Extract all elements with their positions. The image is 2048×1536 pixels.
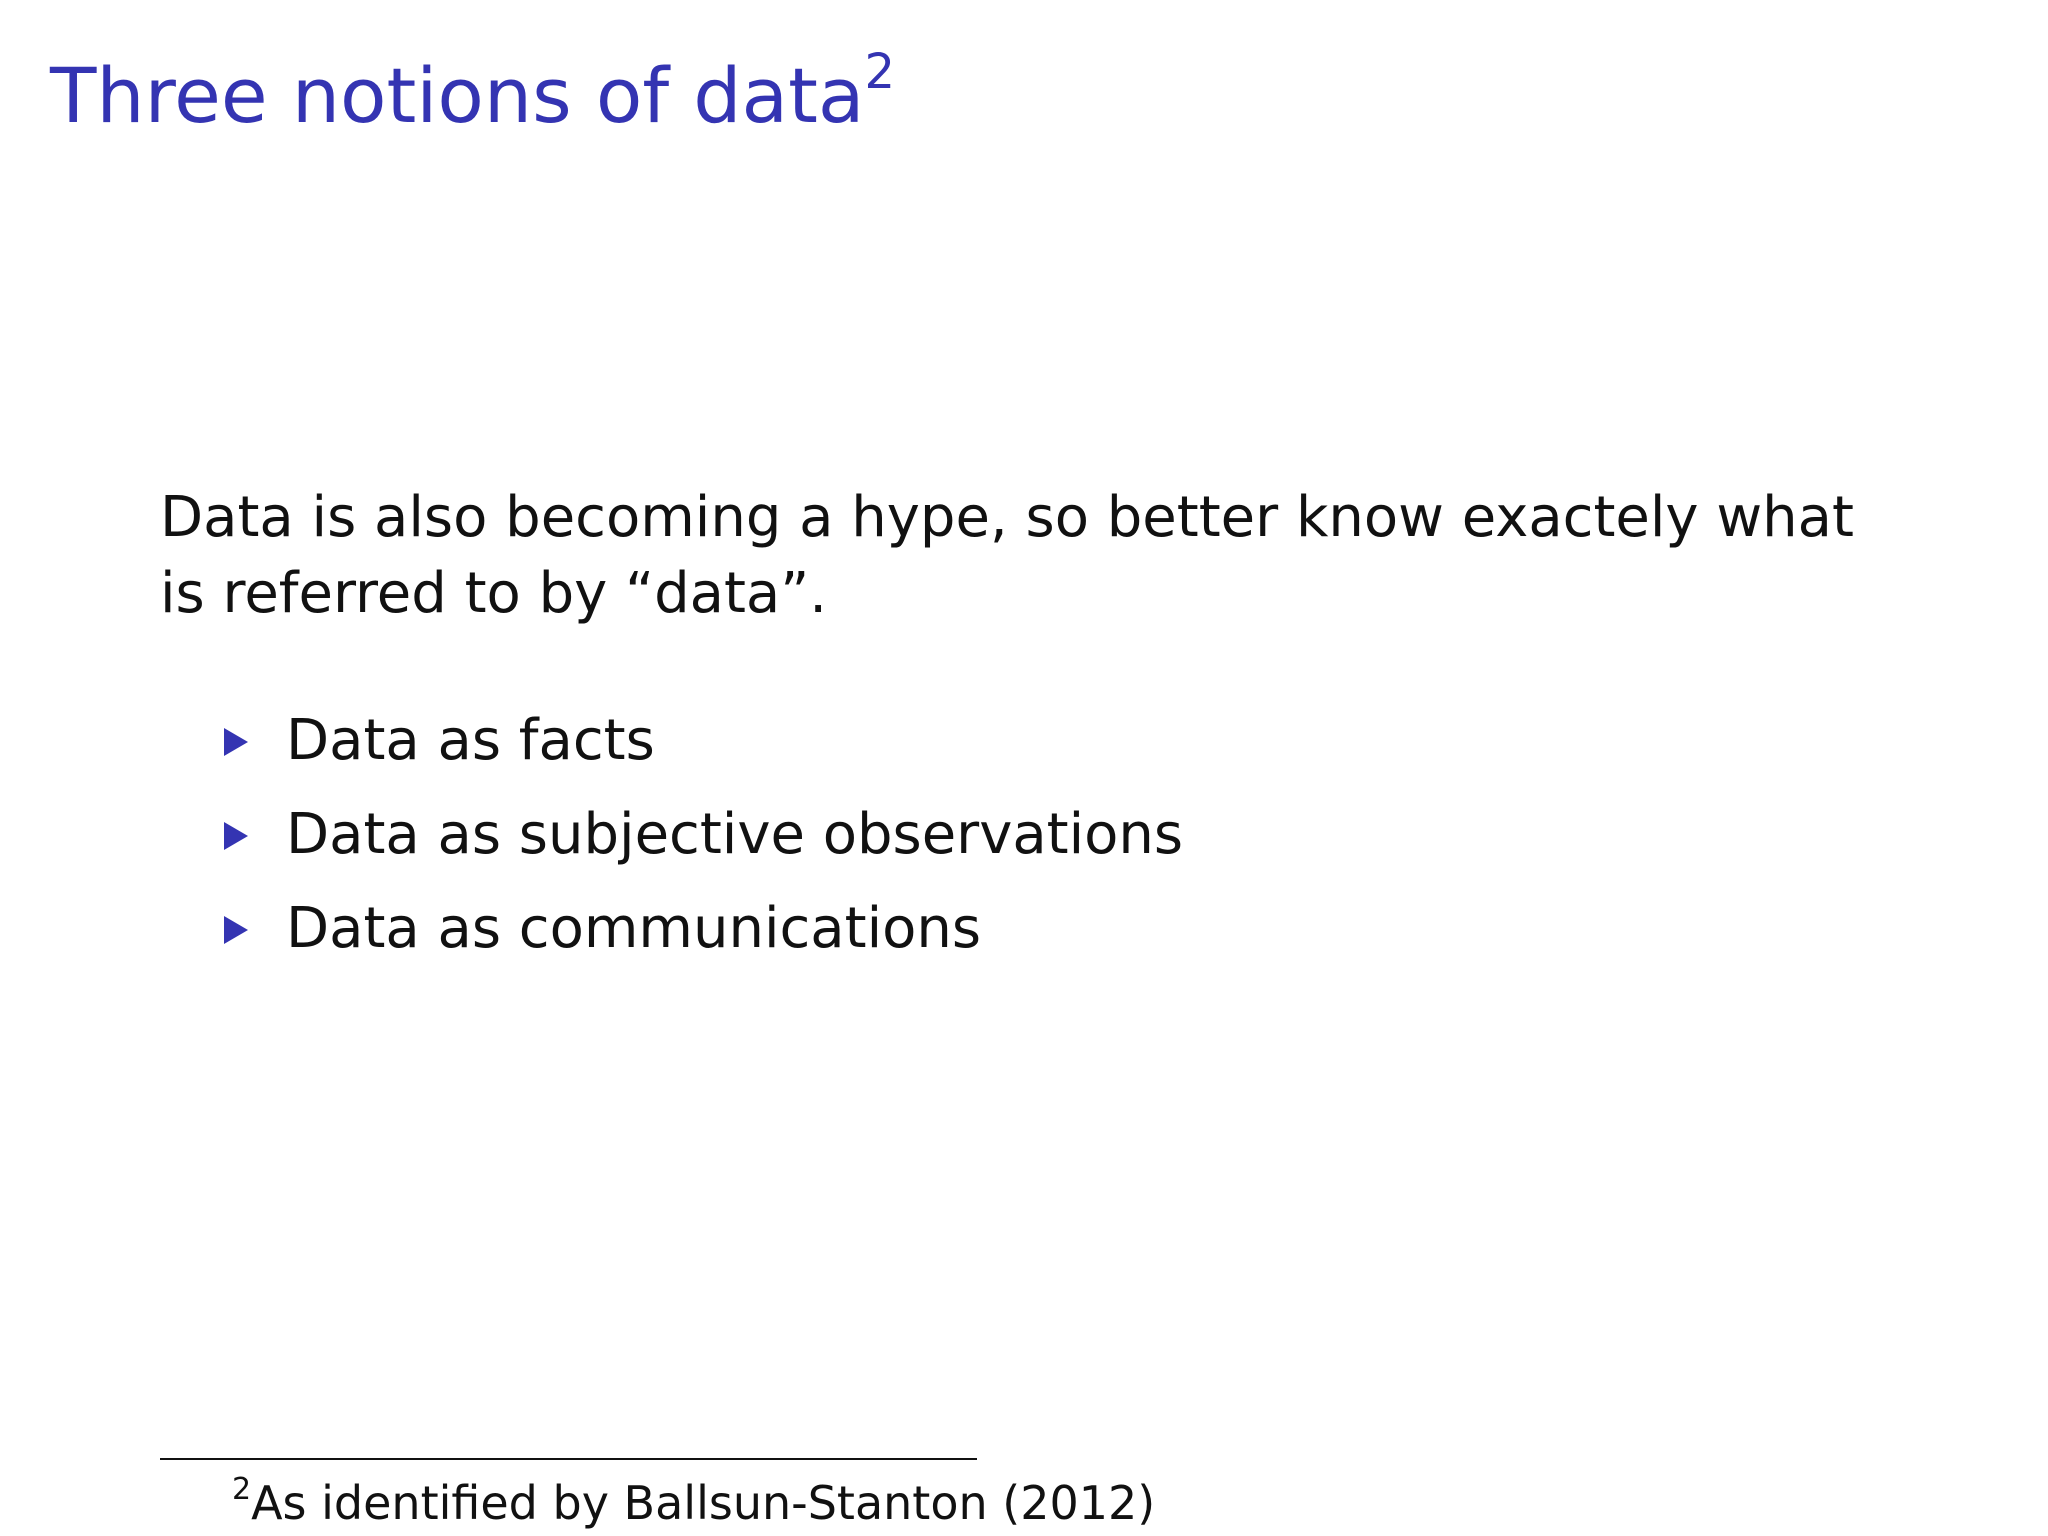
triangle-right-icon <box>224 916 248 944</box>
footnote-mark: 2 <box>232 1471 252 1507</box>
bullet-text: Data as subjective observations <box>286 802 1184 867</box>
triangle-right-icon <box>224 728 248 756</box>
triangle-right-icon <box>224 822 248 850</box>
footnote <box>232 1471 1156 1532</box>
bullet-text: Data as communications <box>286 896 982 961</box>
bullet-text: Data as facts <box>286 708 655 773</box>
footnote-divider <box>160 1458 977 1460</box>
intro-paragraph: Data is also becoming a hype, so better know exactely what is referred to by “data”. <box>160 485 1854 626</box>
slide-title-text: Three notions of data <box>50 51 865 140</box>
title-footnote-mark: 2 <box>864 43 895 100</box>
footnote-text: As identified by Ballsun-Stanton (2012) <box>251 1476 1156 1530</box>
slide-title <box>50 44 895 148</box>
